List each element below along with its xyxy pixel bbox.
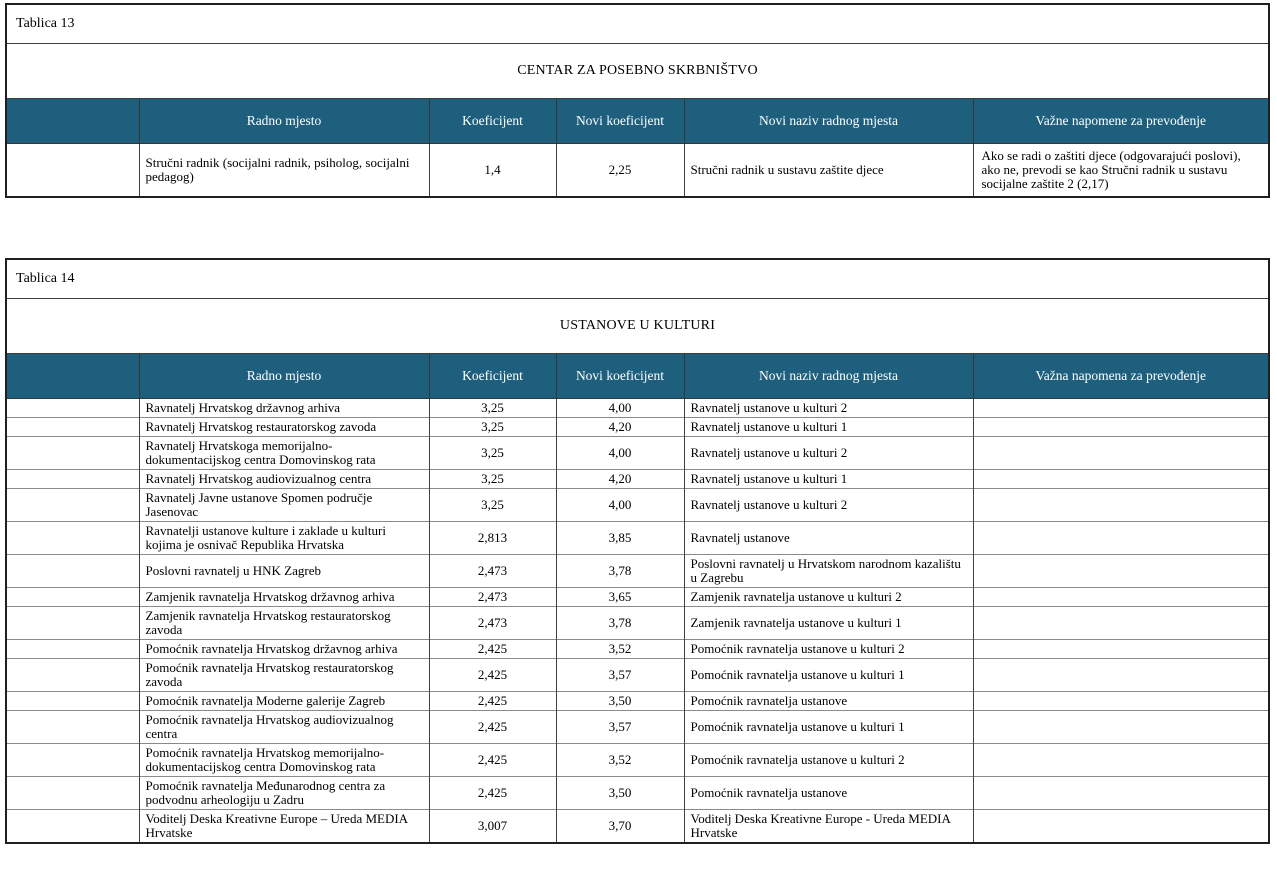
tablica-13 — [5, 3, 1270, 198]
row-radno-mjesto-cell: Pomoćnik ravnatelja Hrvatskog memorijalno-dokumentacijskog centra Domovinskog rata — [139, 744, 429, 777]
row-koeficijent-cell: 2,425 — [429, 777, 556, 810]
row-novi-naziv-cell: Pomoćnik ravnatelja ustanove u kulturi 2 — [684, 744, 973, 777]
row-novi-naziv-cell: Pomoćnik ravnatelja ustanove u kulturi 1 — [684, 659, 973, 692]
row-novi-koeficijent-cell: 3,70 — [556, 810, 684, 844]
row-radno-mjesto-cell: Pomoćnik ravnatelja Hrvatskog državnog arhiva — [139, 640, 429, 659]
row-radno-mjesto-cell: Ravnatelj Hrvatskog restauratorskog zavoda — [139, 418, 429, 437]
row-novi-koeficijent-cell: 3,85 — [556, 522, 684, 555]
row-radno-mjesto-cell: Pomoćnik ravnatelja Moderne galerije Zagreb — [139, 692, 429, 711]
row-novi-koeficijent-cell: 3,78 — [556, 607, 684, 640]
col-header-napomene: Važne napomene za prevođenje — [973, 99, 1269, 144]
row-radno-mjesto-cell: Voditelj Deska Kreativne Europe – Ureda MEDIA Hrvatske — [139, 810, 429, 844]
tablica-13-rows — [6, 144, 1269, 198]
row-radno-mjesto-cell: Zamjenik ravnatelja Hrvatskog restauratorskog zavoda — [139, 607, 429, 640]
row-koeficijent-cell: 2,473 — [429, 588, 556, 607]
row-novi-koeficijent-cell: 4,20 — [556, 418, 684, 437]
row-novi-naziv-cell: Ravnatelj ustanove u kulturi 1 — [684, 470, 973, 489]
row-blank-cell — [6, 588, 139, 607]
row-novi-koeficijent-cell: 3,50 — [556, 692, 684, 711]
row-napomena-cell — [973, 659, 1269, 692]
row-novi-koeficijent-cell: 3,78 — [556, 555, 684, 588]
row-koeficijent-cell: 3,25 — [429, 418, 556, 437]
tablica-13-label-row — [6, 4, 1269, 44]
row-koeficijent-cell: 2,425 — [429, 711, 556, 744]
col-header-blank — [6, 354, 139, 399]
row-novi-koeficijent-cell: 3,50 — [556, 777, 684, 810]
table-row — [6, 588, 1269, 607]
row-napomena-cell — [973, 489, 1269, 522]
row-blank-cell — [6, 470, 139, 489]
row-novi-naziv-cell: Voditelj Deska Kreativne Europe - Ureda MEDIA Hrvatske — [684, 810, 973, 844]
row-napomena-cell — [973, 777, 1269, 810]
row-blank-cell — [6, 744, 139, 777]
tablica-14-label-row — [6, 259, 1269, 299]
row-blank-cell — [6, 399, 139, 418]
tablica-13-label: Tablica 13 — [6, 4, 1269, 44]
row-blank-cell — [6, 437, 139, 470]
row-blank-cell — [6, 810, 139, 844]
table-row — [6, 470, 1269, 489]
row-novi-koeficijent-cell: 3,65 — [556, 588, 684, 607]
table-row — [6, 418, 1269, 437]
col-header-novi-naziv: Novi naziv radnog mjesta — [684, 99, 973, 144]
row-koeficijent-cell: 2,425 — [429, 659, 556, 692]
row-koeficijent-cell: 3,25 — [429, 489, 556, 522]
col-header-novi-naziv: Novi naziv radnog mjesta — [684, 354, 973, 399]
row-novi-koeficijent-cell: 2,25 — [556, 144, 684, 198]
row-koeficijent-cell: 2,473 — [429, 607, 556, 640]
tablica-14-rows — [6, 399, 1269, 844]
col-header-napomena: Važna napomena za prevođenje — [973, 354, 1269, 399]
table-row — [6, 522, 1269, 555]
row-napomena-cell — [973, 640, 1269, 659]
row-blank-cell — [6, 777, 139, 810]
row-radno-mjesto-cell: Pomoćnik ravnatelja Hrvatskog restauratorskog zavoda — [139, 659, 429, 692]
table-row — [6, 607, 1269, 640]
row-novi-koeficijent-cell: 4,00 — [556, 489, 684, 522]
row-radno-mjesto-cell: Pomoćnik ravnatelja Hrvatskog audiovizualnog centra — [139, 711, 429, 744]
tablica-14 — [5, 258, 1270, 844]
row-blank-cell — [6, 711, 139, 744]
table-row — [6, 144, 1269, 198]
row-blank-cell — [6, 418, 139, 437]
tablica-13-header-row — [6, 99, 1269, 144]
row-radno-mjesto-cell: Poslovni ravnatelj u HNK Zagreb — [139, 555, 429, 588]
col-header-koeficijent: Koeficijent — [429, 99, 556, 144]
row-novi-naziv-cell: Ravnatelj ustanove u kulturi 2 — [684, 399, 973, 418]
tablica-13-title-row — [6, 44, 1269, 99]
row-koeficijent-cell: 1,4 — [429, 144, 556, 198]
row-radno-mjesto-cell: Ravnatelj Hrvatskoga memorijalno-dokumentacijskog centra Domovinskog rata — [139, 437, 429, 470]
row-novi-naziv-cell: Pomoćnik ravnatelja ustanove u kulturi 2 — [684, 640, 973, 659]
row-napomena-cell — [973, 399, 1269, 418]
row-napomena-cell — [973, 744, 1269, 777]
col-header-novi-koeficijent: Novi koeficijent — [556, 99, 684, 144]
row-napomena-cell — [973, 470, 1269, 489]
row-blank-cell — [6, 555, 139, 588]
row-radno-mjesto-cell: Zamjenik ravnatelja Hrvatskog državnog arhiva — [139, 588, 429, 607]
row-blank-cell — [6, 607, 139, 640]
tablica-14-title-row — [6, 299, 1269, 354]
table-row — [6, 711, 1269, 744]
row-radno-mjesto-cell: Stručni radnik (socijalni radnik, psiholog, socijalni pedagog) — [139, 144, 429, 198]
table-row — [6, 399, 1269, 418]
table-row — [6, 744, 1269, 777]
row-novi-naziv-cell: Zamjenik ravnatelja ustanove u kulturi 2 — [684, 588, 973, 607]
tablica-13-head-section — [6, 4, 1269, 144]
row-novi-naziv-cell: Poslovni ravnatelj u Hrvatskom narodnom kazalištu u Zagrebu — [684, 555, 973, 588]
row-novi-naziv-cell: Zamjenik ravnatelja ustanove u kulturi 1 — [684, 607, 973, 640]
tablica-14-label: Tablica 14 — [6, 259, 1269, 299]
table-row — [6, 692, 1269, 711]
table-row — [6, 489, 1269, 522]
row-novi-koeficijent-cell: 4,00 — [556, 399, 684, 418]
table-row — [6, 640, 1269, 659]
tablica-13-title: CENTAR ZA POSEBNO SKRBNIŠTVO — [6, 44, 1269, 99]
tablica-14-head-section — [6, 259, 1269, 399]
row-koeficijent-cell: 3,25 — [429, 399, 556, 418]
row-novi-koeficijent-cell: 3,52 — [556, 640, 684, 659]
row-novi-koeficijent-cell: 4,00 — [556, 437, 684, 470]
tablica-14-header-row — [6, 354, 1269, 399]
table-row — [6, 810, 1269, 844]
row-novi-naziv-cell: Ravnatelj ustanove u kulturi 2 — [684, 489, 973, 522]
row-napomena-cell — [973, 437, 1269, 470]
table-row — [6, 659, 1269, 692]
row-novi-koeficijent-cell: 3,52 — [556, 744, 684, 777]
row-napomena-cell — [973, 522, 1269, 555]
row-blank-cell — [6, 144, 139, 198]
row-koeficijent-cell: 2,813 — [429, 522, 556, 555]
row-novi-koeficijent-cell: 3,57 — [556, 659, 684, 692]
table-row — [6, 777, 1269, 810]
row-koeficijent-cell: 3,25 — [429, 470, 556, 489]
row-novi-naziv-cell: Pomoćnik ravnatelja ustanove — [684, 692, 973, 711]
row-radno-mjesto-cell: Ravnatelj Javne ustanove Spomen područje Jasenovac — [139, 489, 429, 522]
row-novi-naziv-cell: Stručni radnik u sustavu zaštite djece — [684, 144, 973, 198]
row-koeficijent-cell: 2,425 — [429, 692, 556, 711]
row-napomena-cell — [973, 588, 1269, 607]
row-koeficijent-cell: 2,425 — [429, 744, 556, 777]
row-novi-naziv-cell: Ravnatelj ustanove u kulturi 2 — [684, 437, 973, 470]
row-radno-mjesto-cell: Ravnatelj Hrvatskog audiovizualnog centra — [139, 470, 429, 489]
row-novi-koeficijent-cell: 4,20 — [556, 470, 684, 489]
col-header-radno-mjesto: Radno mjesto — [139, 99, 429, 144]
table-row — [6, 437, 1269, 470]
row-radno-mjesto-cell: Pomoćnik ravnatelja Međunarodnog centra za podvodnu arheologiju u Zadru — [139, 777, 429, 810]
row-novi-naziv-cell: Pomoćnik ravnatelja ustanove u kulturi 1 — [684, 711, 973, 744]
row-blank-cell — [6, 522, 139, 555]
row-radno-mjesto-cell: Ravnatelj Hrvatskog državnog arhiva — [139, 399, 429, 418]
col-header-radno-mjesto: Radno mjesto — [139, 354, 429, 399]
row-novi-koeficijent-cell: 3,57 — [556, 711, 684, 744]
row-koeficijent-cell: 3,25 — [429, 437, 556, 470]
row-napomena-cell — [973, 555, 1269, 588]
row-koeficijent-cell: 3,007 — [429, 810, 556, 844]
row-napomena-cell — [973, 810, 1269, 844]
row-koeficijent-cell: 2,425 — [429, 640, 556, 659]
col-header-koeficijent: Koeficijent — [429, 354, 556, 399]
row-napomena-cell — [973, 607, 1269, 640]
col-header-blank — [6, 99, 139, 144]
row-blank-cell — [6, 659, 139, 692]
row-blank-cell — [6, 692, 139, 711]
tablica-14-title: USTANOVE U KULTURI — [6, 299, 1269, 354]
row-napomena-cell — [973, 711, 1269, 744]
row-napomena-cell — [973, 692, 1269, 711]
row-blank-cell — [6, 489, 139, 522]
row-napomena-cell: Ako se radi o zaštiti djece (odgovarajući poslovi), ako ne, prevodi se kao Stručni radnik u sustavu socijalne zaštite 2 (2,17) — [973, 144, 1269, 198]
row-novi-naziv-cell: Ravnatelj ustanove u kulturi 1 — [684, 418, 973, 437]
row-radno-mjesto-cell: Ravnatelji ustanove kulture i zaklade u kulturi kojima je osnivač Republika Hrvatska — [139, 522, 429, 555]
table-row — [6, 555, 1269, 588]
row-blank-cell — [6, 640, 139, 659]
row-novi-naziv-cell: Ravnatelj ustanove — [684, 522, 973, 555]
row-koeficijent-cell: 2,473 — [429, 555, 556, 588]
col-header-novi-koeficijent: Novi koeficijent — [556, 354, 684, 399]
row-napomena-cell — [973, 418, 1269, 437]
row-novi-naziv-cell: Pomoćnik ravnatelja ustanove — [684, 777, 973, 810]
